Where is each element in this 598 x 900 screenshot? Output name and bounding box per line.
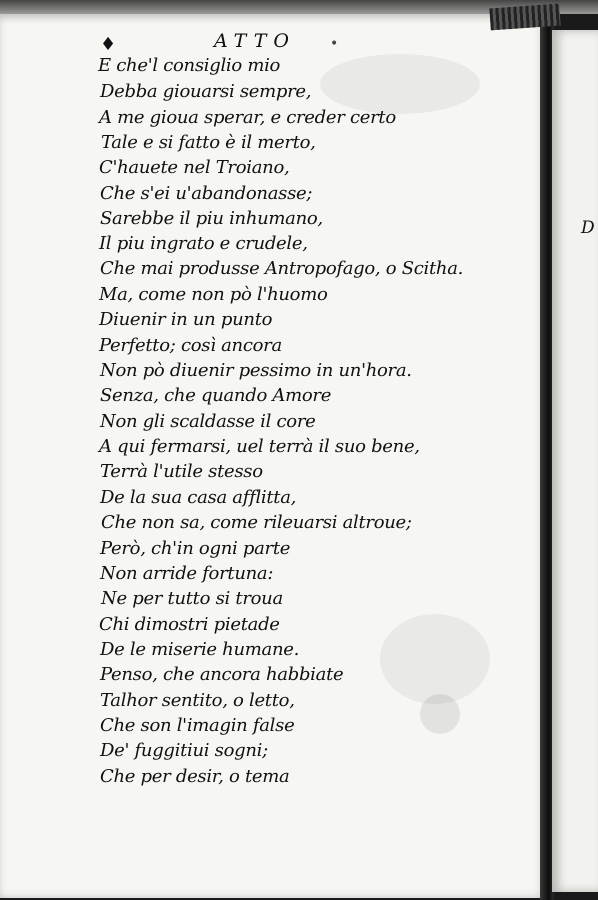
ornament-bullet-icon: ♦ xyxy=(100,34,117,55)
verse-line: Tale e si fatto è il merto, xyxy=(101,132,316,153)
verse-line: De la sua casa afflitta, xyxy=(100,487,297,508)
verse-line: E che'l consiglio mio xyxy=(98,55,281,76)
verse-line: Che son l'imagin false xyxy=(100,715,295,736)
verse-line: Che non sa, come rileuarsi altroue; xyxy=(101,512,412,533)
verse-line: Non pò diuenir pessimo in un'hora. xyxy=(100,360,412,381)
verse-line: Non arride fortuna: xyxy=(100,563,274,584)
running-header xyxy=(0,30,540,56)
paper-stain xyxy=(420,694,460,734)
verse-line: Debba giouarsi sempre, xyxy=(100,81,312,102)
ornament-mark-icon: • xyxy=(330,36,339,52)
verse-line: Non gli scaldasse il core xyxy=(100,411,316,432)
verse-line: A qui fermarsi, uel terrà il suo bene, xyxy=(99,436,420,457)
verse-line: C'hauete nel Troiano, xyxy=(99,157,290,178)
verse-line: Penso, che ancora habbiate xyxy=(100,664,344,685)
verse-line: Però, ch'in ogni parte xyxy=(100,538,291,559)
verse-line: Che per desir, o tema xyxy=(100,766,290,787)
verse-line: A me gioua sperar, e creder certo xyxy=(99,107,396,128)
verse-line: Talhor sentito, o letto, xyxy=(100,690,295,711)
verse-line: Sarebbe il piu inhumano, xyxy=(100,208,323,229)
verse-line: Il piu ingrato e crudele, xyxy=(99,233,308,254)
facing-page-letter: D xyxy=(581,218,595,238)
verse-line: Perfetto; così ancora xyxy=(99,335,282,356)
verse-line: Che s'ei u'abandonasse; xyxy=(100,183,313,204)
verse-line: Terrà l'utile stesso xyxy=(100,461,263,482)
verse-line: De' fuggitiui sogni; xyxy=(100,740,268,761)
verse-line: Diuenir in un punto xyxy=(99,309,273,330)
verse-line: Ne per tutto si troua xyxy=(101,588,283,609)
verse-line: Ma, come non pò l'huomo xyxy=(99,284,328,305)
verse-line: De le miserie humane. xyxy=(100,639,300,660)
verse-line: Chi dimostri pietade xyxy=(99,614,280,635)
page-header-title: ATTO xyxy=(214,30,296,52)
facing-page-edge xyxy=(552,30,598,892)
verse-line: Che mai produsse Antropofago, o Scitha. xyxy=(100,258,464,279)
paper-stain xyxy=(320,54,480,114)
verse-line: Senza, che quando Amore xyxy=(100,385,332,406)
paper-stain xyxy=(380,614,490,704)
